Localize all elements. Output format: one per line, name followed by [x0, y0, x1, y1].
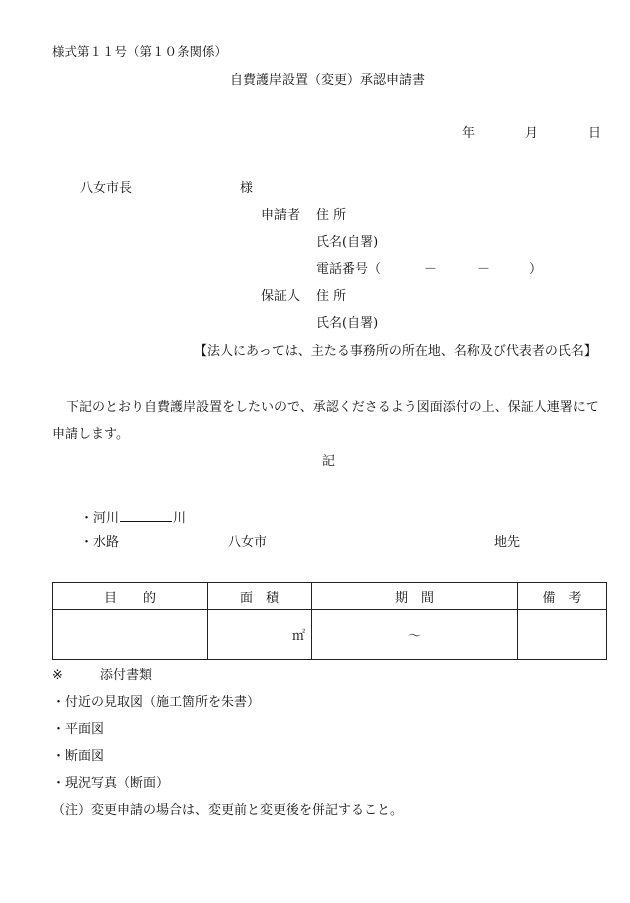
- phone-close: ）: [529, 262, 543, 277]
- city-label: 八女市: [228, 535, 268, 550]
- date-day: 日: [588, 126, 602, 141]
- applicant-label: 申請者: [261, 208, 301, 223]
- purpose-cell[interactable]: [53, 610, 208, 660]
- attachment-item: ・断面図: [52, 749, 105, 764]
- attachments-title: 添付書類: [100, 668, 153, 683]
- addressee-name: 八女市長: [80, 181, 133, 196]
- lot-label: 地先: [494, 535, 521, 550]
- body-text-line2: 申請します。: [52, 427, 129, 442]
- attachment-item: ・付近の見取図（施工箇所を朱書）: [52, 695, 261, 710]
- applicant-address-label: 住 所: [316, 208, 347, 223]
- river-name-blank: [120, 509, 172, 522]
- waterway-label: ・水路: [80, 535, 120, 550]
- river-prefix: ・河川: [80, 511, 120, 526]
- header-period: 期 間: [312, 583, 518, 610]
- date-year: 年: [462, 126, 476, 141]
- header-purpose: 目 的: [53, 583, 208, 610]
- body-text-line1: 下記のとおり自費護岸設置をしたいので、承認くださるよう図面添付の上、保証人連署にて: [66, 400, 599, 415]
- phone-dash-2: －: [477, 262, 491, 277]
- guarantor-label: 保証人: [261, 289, 301, 304]
- attachments-mark: ※: [52, 668, 63, 683]
- addressee-honorific: 様: [240, 181, 254, 196]
- remarks-cell[interactable]: [518, 610, 607, 660]
- application-table: [52, 582, 607, 660]
- applicant-phone-label: 電話番号（: [316, 262, 382, 277]
- document-title: 自費護岸設置（変更）承認申請書: [230, 73, 426, 88]
- river-line: [80, 509, 186, 527]
- ki-label: 記: [322, 454, 336, 469]
- attachment-item: ・平面図: [52, 722, 105, 737]
- guarantor-name-label: 氏名(自署): [316, 316, 379, 331]
- header-area: 面 積: [208, 583, 312, 610]
- phone-dash-1: －: [424, 262, 438, 277]
- applicant-name-label: 氏名(自署): [316, 235, 379, 250]
- header-remarks: 備 考: [518, 583, 607, 610]
- guarantor-address-label: 住 所: [316, 289, 347, 304]
- date-month: 月: [525, 126, 539, 141]
- area-unit: ㎡: [291, 629, 305, 644]
- period-cell[interactable]: [312, 610, 518, 660]
- form-number: 様式第１１号（第１０条関係）: [52, 44, 228, 59]
- table-header-row: [53, 583, 607, 610]
- area-cell[interactable]: [208, 610, 312, 660]
- footnote: （注）変更申請の場合は、変更前と変更後を併記すること。: [52, 803, 404, 818]
- table-row: [53, 610, 607, 660]
- river-suffix: 川: [173, 511, 187, 526]
- attachment-item: ・現況写真（断面）: [52, 776, 170, 791]
- period-tilde: ～: [407, 629, 421, 644]
- corporate-note: 【法人にあっては、主たる事務所の所在地、名称及び代表者の氏名】: [194, 344, 597, 359]
